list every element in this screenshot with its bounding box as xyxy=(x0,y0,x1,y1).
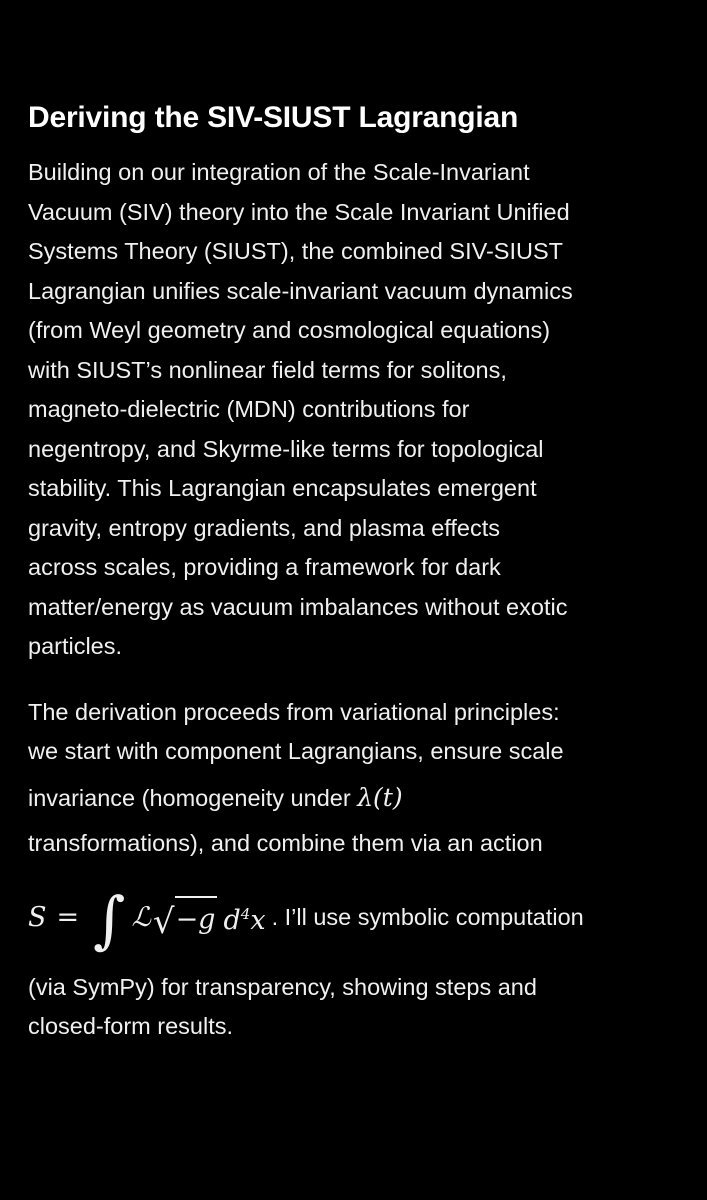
text-line: Systems Theory (SIUST), the combined SIV-SIUST xyxy=(28,238,564,264)
paragraph-intro xyxy=(28,153,693,667)
text-line: Lagrangian unifies scale-invariant vacuum dynamics xyxy=(28,277,573,304)
text-line: Building on our integration of the Scale-Invariant xyxy=(28,159,530,185)
article-title: Deriving the SIV-SIUST Lagrangian xyxy=(28,101,519,134)
text-line: stability. This Lagrangian encapsulates emergent xyxy=(28,475,537,501)
text-line: (via SymPy) for transparency, showing steps and xyxy=(28,973,537,1000)
text-line: across scales, providing a framework for dark xyxy=(28,554,501,580)
eq-power: 4 xyxy=(240,904,251,923)
text-segment: invariance (homogeneity under xyxy=(28,784,358,811)
eq-symbol-s: S xyxy=(28,901,47,933)
text-line: Vacuum (SIV) theory into the Scale Invariant Unified xyxy=(28,198,570,225)
integral-sign: ∫ xyxy=(93,882,126,956)
text-line: matter/energy as vacuum imbalances without exotic xyxy=(28,593,568,620)
text-line: negentropy, and Skyrme-like terms for topological xyxy=(28,435,544,462)
text-line: (from Weyl geometry and cosmological equations) xyxy=(28,317,551,343)
text-line: gravity, entropy gradients, and plasma effects xyxy=(28,514,500,541)
text-line: we start with component Lagrangians, ensure scale xyxy=(28,738,564,764)
eq-x: x xyxy=(250,904,266,936)
action-equation-line xyxy=(28,870,693,966)
article xyxy=(28,95,693,1047)
sqrt-expression xyxy=(152,896,218,943)
eq-lagrangian-symbol: ℒ xyxy=(131,901,151,933)
sqrt-radicand: −g xyxy=(175,896,218,940)
text-line: particles. xyxy=(28,633,123,659)
text-line: with SIUST’s nonlinear field terms for solitons, xyxy=(28,356,507,383)
paragraph-derivation xyxy=(28,693,693,1047)
text-line: The derivation proceeds from variational principles: xyxy=(28,698,560,725)
eq-differential xyxy=(223,895,265,941)
text-line: closed-form results. xyxy=(28,1013,234,1039)
eq-equals: = xyxy=(56,901,80,933)
sqrt-sign: √ xyxy=(152,902,175,943)
text-line: magneto-dielectric (MDN) contributions for xyxy=(28,396,470,422)
text-line: transformations), and combine them via an action xyxy=(28,830,543,856)
lambda-expression: λ(t) xyxy=(357,782,403,812)
text-segment: . I’ll use symbolic computation xyxy=(271,903,584,930)
text-line-with-math xyxy=(28,778,693,819)
eq-d: d xyxy=(223,904,241,936)
